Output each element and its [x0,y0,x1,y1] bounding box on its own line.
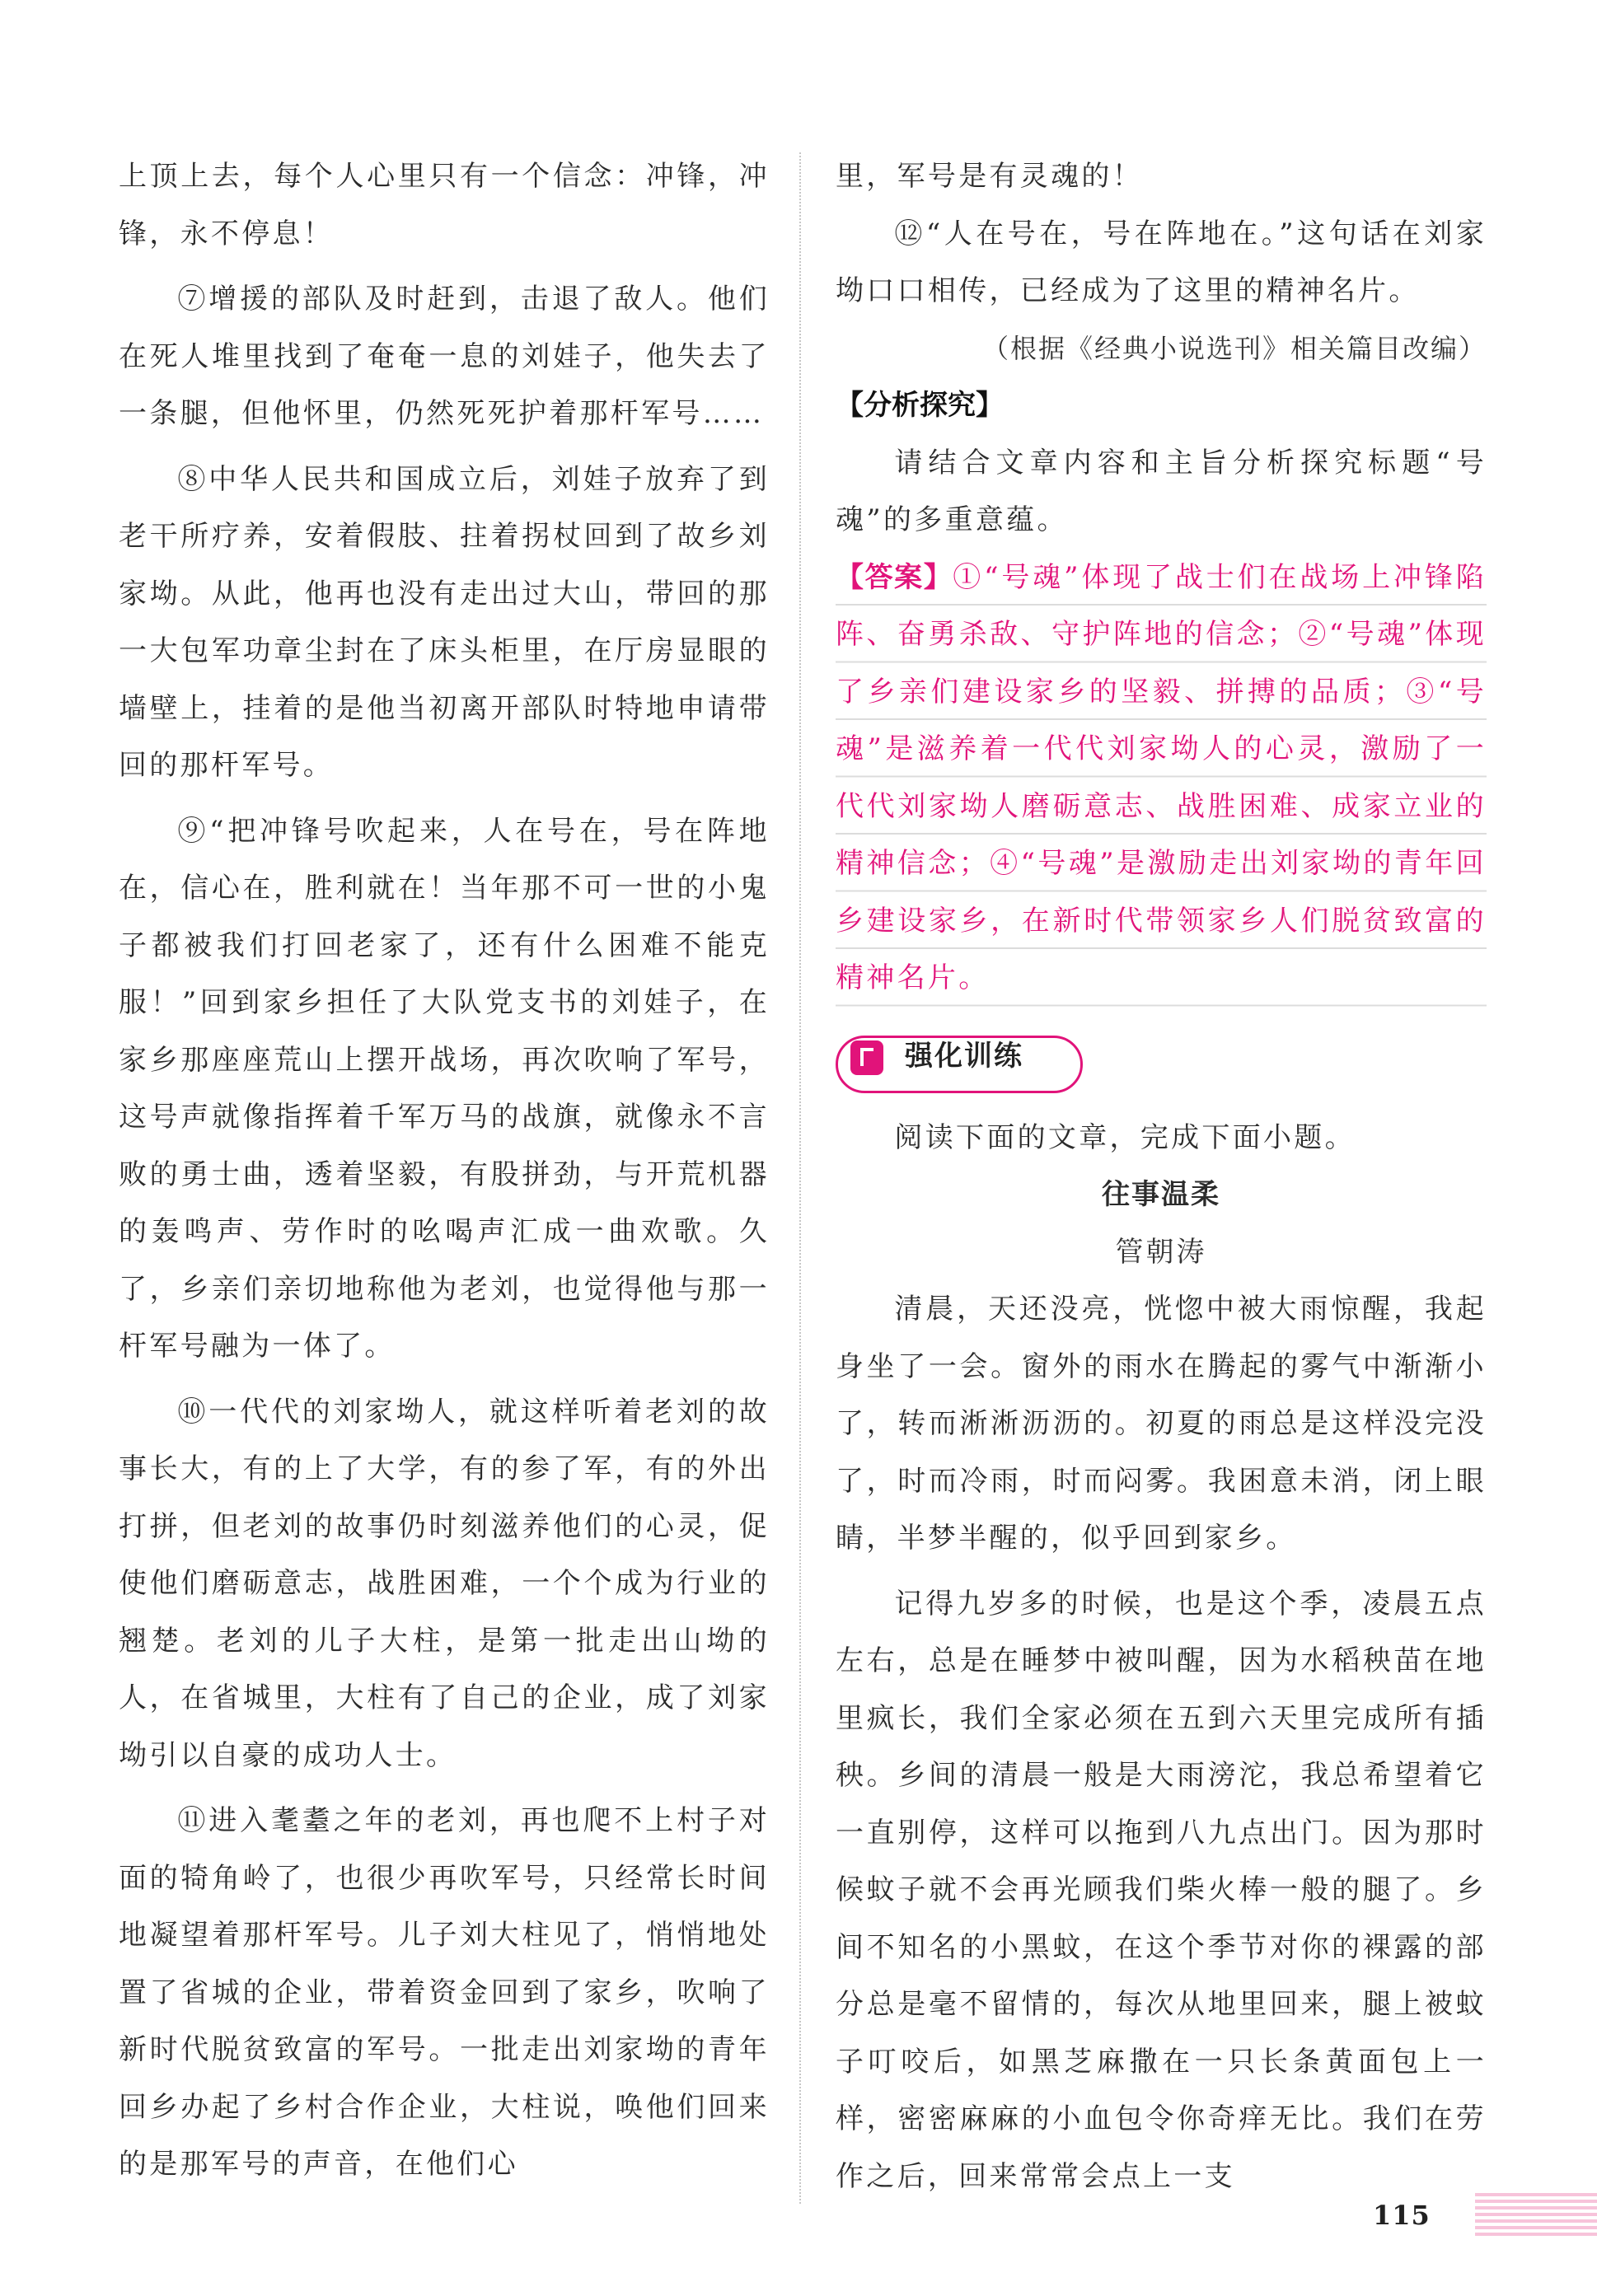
source-citation: （根据《经典小说选刊》相关篇目改编） [981,332,1487,364]
continuation-text: 里，军号是有灵魂的！ [836,160,1143,193]
answer-text: ①“号魂”体现了战士们在战场上冲锋陷阵、奋勇杀敌、守护阵地的信念；②“号魂”体现了乡亲们建设家乡的坚毅、拼搏的品质；③“号魂”是滋养着一代代刘家坳人的心灵，激励了一代代刘家坳人磨砺意志、战胜困难、成家立业的精神信念；④“号魂”是激励走出刘家坳的青年回乡建设家乡，在新时代带领家乡人们脱贫致富的精神名片。 [836,560,1487,994]
story-author: 管朝涛 [1115,1235,1207,1269]
column-divider [799,152,801,2204]
right-column [836,148,1487,2205]
left-paragraph-11: ⑪进入耄耋之年的老刘，再也爬不上村子对面的犄角岭了，也很少再吹军号，只经常长时间地凝望着那杆军号。儿子刘大柱见了，悄悄地处置了省城的企业，带着资金回到了家乡，吹响了新时代脱贫致富的军号。一批走出刘家坳的青年回乡办起了乡村合作企业，大柱说，唤他们回来的是那军号的声音，在他们心 [119,1804,770,2181]
analysis-heading: 【分析探究】 [836,389,1004,422]
page-number: 115 [1373,2200,1431,2231]
analysis-question: 请结合文章内容和主旨分析探究标题“号魂”的多重意蕴。 [836,446,1487,536]
story-paragraph-2: 记得九岁多的时候，也是这个季，凌晨五点左右，总是在睡梦中被叫醒，因为水稻秧苗在地里疯长，我们全家必须在五到六天里完成所有插秧。乡间的清晨一般是大雨滂沱，我总希望着它一直别停，这样可以拖到八九点出门。因为那时候蚊子就不会再光顾我们柴火棒一般的腿了。乡间不知名的小黑蚊，在这个季节对你的裸露的部分总是毫不留情的，每次从地里回来，腿上被蚊子叮咬后，如黑芝麻撒在一只长条黄面包上一样，密密麻麻的小血包令你奇痒无比。我们在劳作之后，回来常常会点上一支 [836,1587,1487,2193]
page-corner-stripes [1475,2193,1597,2236]
answer-label: 【答案】 [836,560,953,594]
left-paragraph-1: 上顶上去，每个人心里只有一个信念：冲锋，冲锋，永不停息！ [119,160,770,250]
right-paragraph-12: ⑫“人在号在，号在阵地在。”这句话在刘家坳口口相传，已经成为了这里的精神名片。 [836,217,1487,307]
training-banner [836,1029,1487,1103]
story-title: 往事温柔 [1102,1178,1220,1211]
story-paragraph-1: 清晨，天还没亮，恍惚中被大雨惊醒，我起身坐了一会。窗外的雨水在腾起的雾气中渐渐小了，转而淅淅沥沥的。初夏的雨总是这样没完没了，时而冷雨，时而闷雾。我困意未消，闭上眼睛，半梦半醒的，似乎回到家乡。 [836,1293,1487,1555]
reading-instruction: 阅读下面的文章，完成下面小题。 [894,1120,1356,1154]
left-paragraph-10: ⑩一代代的刘家坳人，就这样听着老刘的故事长大，有的上了大学，有的参了军，有的外出打拼，但老刘的故事仍时刻滋养他们的心灵，促使他们磨砺意志，战胜困难，一个个成为行业的翘楚。老刘的儿子大柱，是第一批走出山坳的人，在省城里，大柱有了自己的企业，成了刘家坳引以自豪的成功人士。 [119,1395,770,1772]
answer-block [836,549,1487,1008]
left-paragraph-9: ⑨“把冲锋号吹起来，人在号在，号在阵地在，信心在，胜利就在！当年那不可一世的小鬼子都被我们打回老家了，还有什么困难不能克服！”回到家乡担任了大队党支书的刘娃子，在家乡那座座荒山上摆开战场，再次吹响了军号，这号声就像指挥着千军万马的战旗，就像永不言败的勇士曲，透着坚毅，有股拼劲，与开荒机器的轰鸣声、劳作时的吆喝声汇成一曲欢歌。久了，乡亲们亲切地称他为老刘，也觉得他与那一杆军号融为一体了。 [119,814,770,1363]
bookmark-icon [850,1040,883,1075]
left-paragraph-8: ⑧中华人民共和国成立后，刘娃子放弃了到老干所疗养，安着假肢、拄着拐杖回到了故乡刘家坳。从此，他再也没有走出过大山，带回的那一大包军功章尘封在了床头柜里，在厅房显眼的墙壁上，挂着的是他当初离开部队时特地申请带回的那杆军号。 [119,462,770,782]
left-paragraph-7: ⑦增援的部队及时赶到，击退了敌人。他们在死人堆里找到了奄奄一息的刘娃子，他失去了一条腿，但他怀里，仍然死死护着那杆军号…… [119,283,770,430]
left-column [119,148,770,2194]
training-title: 强化训练 [905,1039,1023,1073]
